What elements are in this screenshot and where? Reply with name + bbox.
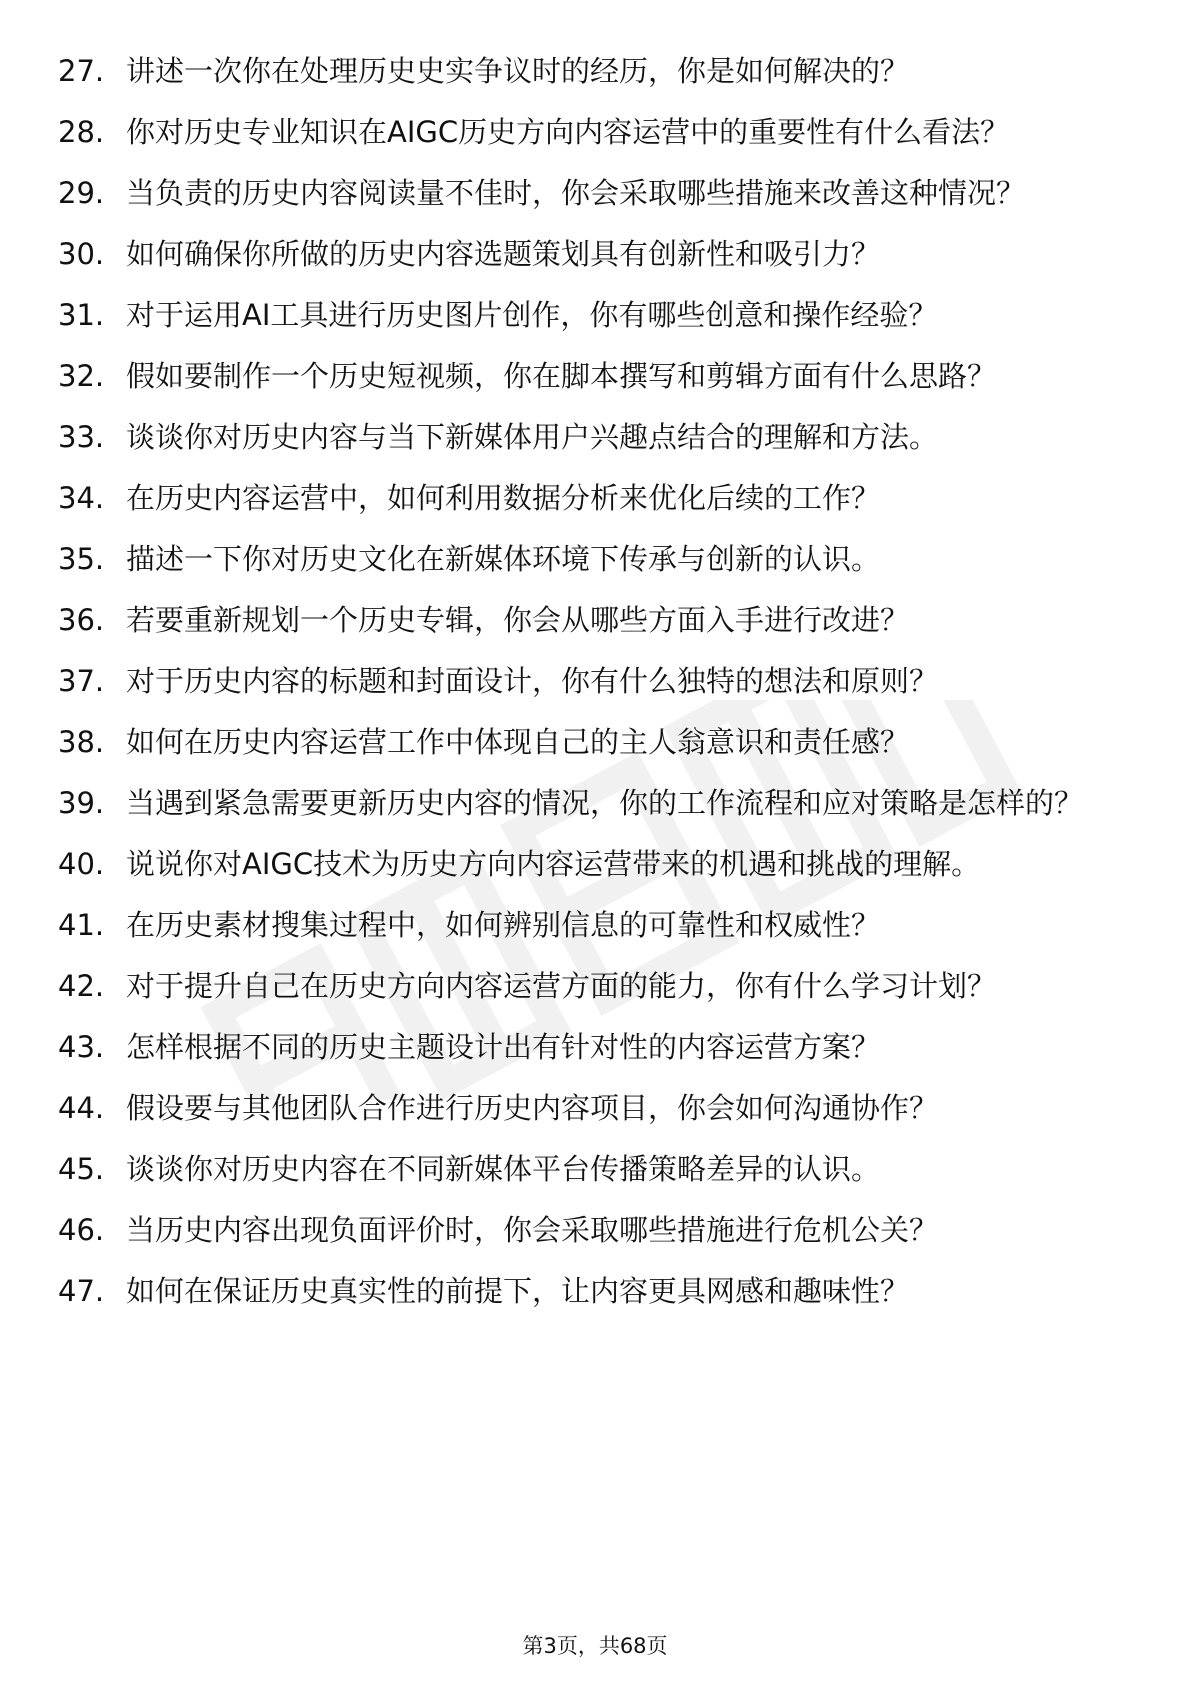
question-text: 说说你对AIGC技术为历史方向内容运营带来的机遇和挑战的理解。: [126, 847, 981, 881]
question-number: 41.: [58, 908, 105, 942]
question-text: 怎样根据不同的历史主题设计出有针对性的内容运营方案？: [126, 1030, 881, 1064]
question-item: [58, 662, 1118, 700]
question-number: 33.: [58, 420, 105, 454]
question-number: 37.: [58, 664, 105, 698]
question-item: [58, 967, 1118, 1005]
question-text: 谈谈你对历史内容在不同新媒体平台传播策略差异的认识。: [126, 1152, 881, 1186]
question-number: 42.: [58, 969, 105, 1003]
question-item: [58, 784, 1118, 822]
question-item: [58, 174, 1118, 212]
question-item: [58, 1272, 1118, 1310]
question-item: [58, 845, 1118, 883]
question-text: 如何在保证历史真实性的前提下，让内容更具网感和趣味性？: [126, 1274, 910, 1308]
question-number: 27.: [58, 54, 105, 88]
question-text: 讲述一次你在处理历史史实争议时的经历，你是如何解决的？: [126, 54, 910, 88]
question-item: [58, 540, 1118, 578]
question-text: 对于提升自己在历史方向内容运营方面的能力，你有什么学习计划？: [126, 969, 997, 1003]
question-number: 39.: [58, 786, 105, 820]
question-text: 描述一下你对历史文化在新媒体环境下传承与创新的认识。: [126, 542, 881, 576]
question-item: [58, 235, 1118, 273]
question-text: 当负责的历史内容阅读量不佳时，你会采取哪些措施来改善这种情况？: [126, 176, 1026, 210]
question-item: [58, 418, 1118, 456]
question-number: 32.: [58, 359, 105, 393]
question-text: 当遇到紧急需要更新历史内容的情况，你的工作流程和应对策略是怎样的？: [126, 786, 1084, 820]
question-text: 若要重新规划一个历史专辑，你会从哪些方面入手进行改进？: [126, 603, 910, 637]
question-text: 谈谈你对历史内容与当下新媒体用户兴趣点结合的理解和方法。: [126, 420, 939, 454]
question-number: 46.: [58, 1213, 105, 1247]
question-number: 38.: [58, 725, 105, 759]
question-text: 如何在历史内容运营工作中体现自己的主人翁意识和责任感？: [126, 725, 910, 759]
question-text: 对于历史内容的标题和封面设计，你有什么独特的想法和原则？: [126, 664, 939, 698]
question-text: 在历史内容运营中，如何利用数据分析来优化后续的工作？: [126, 481, 881, 515]
question-item: [58, 1150, 1118, 1188]
question-text: 你对历史专业知识在AIGC历史方向内容运营中的重要性有什么看法？: [126, 115, 1010, 149]
question-number: 45.: [58, 1152, 105, 1186]
question-text: 在历史素材搜集过程中，如何辨别信息的可靠性和权威性？: [126, 908, 881, 942]
question-number: 34.: [58, 481, 105, 515]
question-text: 当历史内容出现负面评价时，你会采取哪些措施进行危机公关？: [126, 1213, 939, 1247]
question-number: 31.: [58, 298, 105, 332]
question-number: 28.: [58, 115, 105, 149]
question-number: 47.: [58, 1274, 105, 1308]
question-number: 43.: [58, 1030, 105, 1064]
question-number: 35.: [58, 542, 105, 576]
question-number: 30.: [58, 237, 105, 271]
question-list: [58, 52, 1118, 1333]
question-item: [58, 1211, 1118, 1249]
question-item: [58, 113, 1118, 151]
question-item: [58, 906, 1118, 944]
question-item: [58, 1028, 1118, 1066]
page-footer: 第3页，共68页: [522, 1634, 668, 1658]
question-item: [58, 52, 1118, 90]
question-text: 对于运用AI工具进行历史图片创作，你有哪些创意和操作经验？: [126, 298, 938, 332]
question-text: 如何确保你所做的历史内容选题策划具有创新性和吸引力？: [126, 237, 881, 271]
question-number: 44.: [58, 1091, 105, 1125]
question-item: [58, 479, 1118, 517]
question-item: [58, 601, 1118, 639]
question-text: 假如要制作一个历史短视频，你在脚本撰写和剪辑方面有什么思路？: [126, 359, 997, 393]
question-number: 40.: [58, 847, 105, 881]
question-item: [58, 357, 1118, 395]
question-number: 29.: [58, 176, 105, 210]
question-text: 假设要与其他团队合作进行历史内容项目，你会如何沟通协作？: [126, 1091, 939, 1125]
question-item: [58, 723, 1118, 761]
question-item: [58, 296, 1118, 334]
question-item: [58, 1089, 1118, 1127]
question-number: 36.: [58, 603, 105, 637]
